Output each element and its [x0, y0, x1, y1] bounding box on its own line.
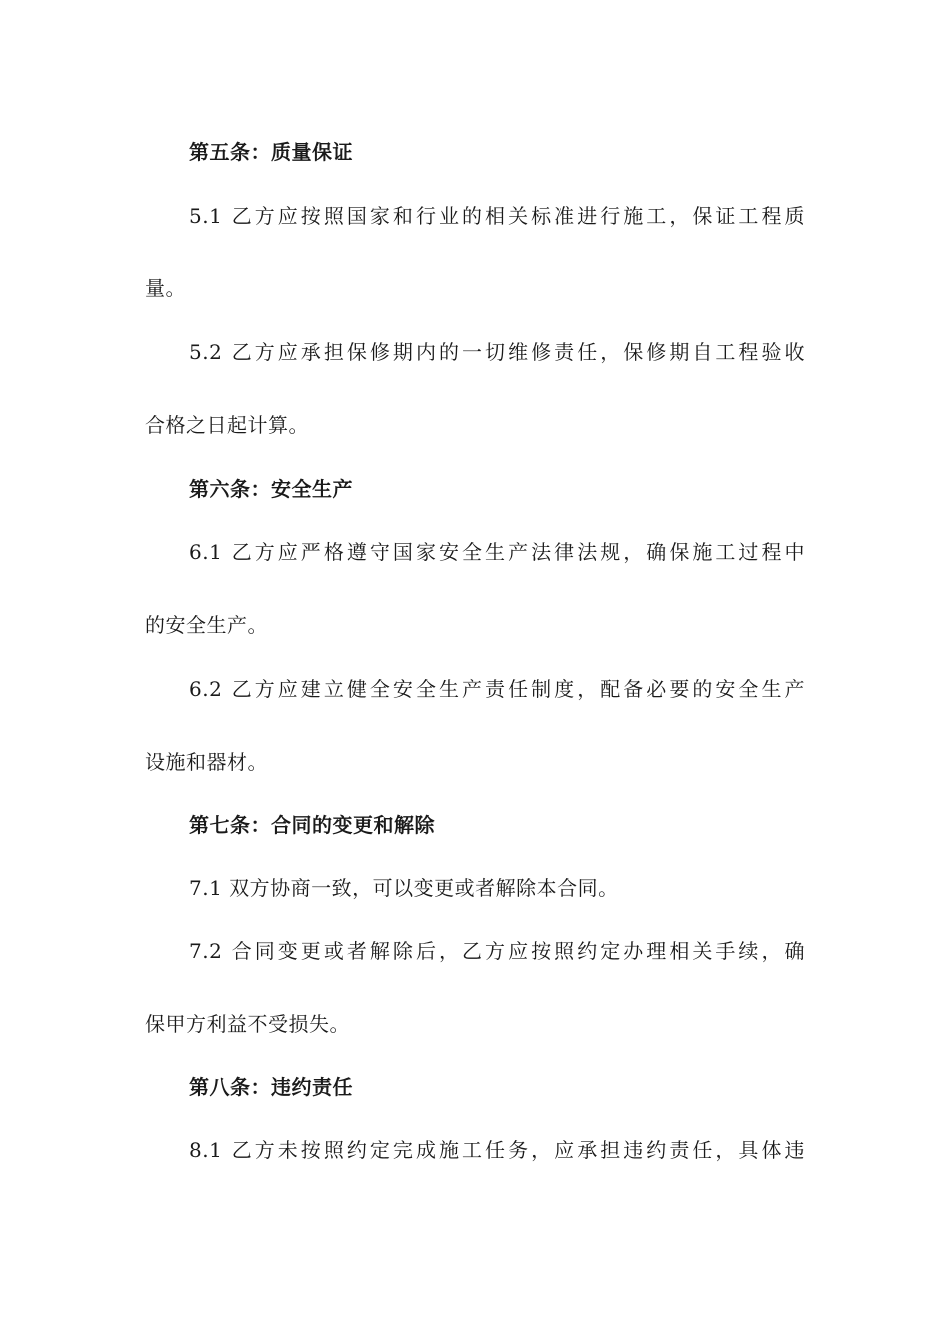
clause-5-1-line-2: 量。: [145, 276, 186, 300]
section-heading-7: 第七条：合同的变更和解除: [189, 813, 435, 837]
clause-7-2-line-1: 7.2 合同变更或者解除后，乙方应按照约定办理相关手续，确: [189, 939, 805, 963]
clause-5-1-line-1: 5.1 乙方应按照国家和行业的相关标准进行施工，保证工程质: [189, 204, 805, 228]
clause-8-1-line-1: 8.1 乙方未按照约定完成施工任务，应承担违约责任，具体违: [189, 1138, 805, 1162]
section-heading-8: 第八条：违约责任: [189, 1075, 353, 1099]
section-heading-6: 第六条：安全生产: [189, 477, 353, 501]
clause-6-2-line-1: 6.2 乙方应建立健全安全生产责任制度，配备必要的安全生产: [189, 677, 805, 701]
clause-5-2-line-1: 5.2 乙方应承担保修期内的一切维修责任，保修期自工程验收: [189, 340, 805, 364]
clause-7-2-line-2: 保甲方利益不受损失。: [145, 1012, 350, 1036]
clause-6-1-line-1: 6.1 乙方应严格遵守国家安全生产法律法规，确保施工过程中: [189, 540, 805, 564]
clause-6-1-line-2: 的安全生产。: [145, 613, 268, 637]
section-heading-5: 第五条：质量保证: [189, 140, 353, 164]
clause-6-2-line-2: 设施和器材。: [145, 750, 268, 774]
clause-7-1-line-1: 7.1 双方协商一致，可以变更或者解除本合同。: [189, 876, 619, 900]
clause-5-2-line-2: 合格之日起计算。: [145, 413, 309, 437]
